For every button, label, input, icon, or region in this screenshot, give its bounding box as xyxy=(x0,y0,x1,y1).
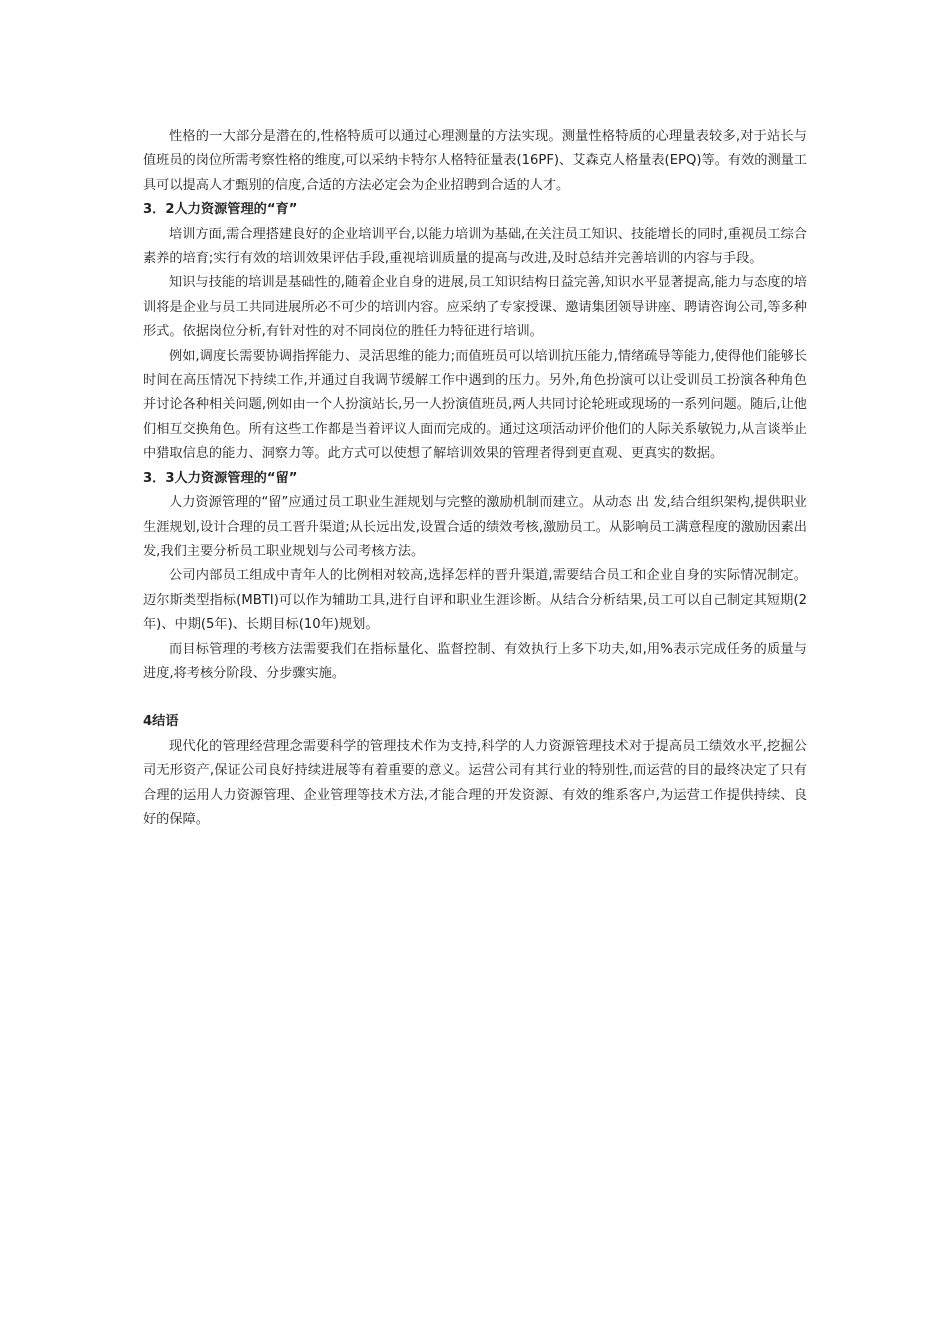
document-body xyxy=(143,125,807,832)
section-heading-3-3: 3．3人力资源管理的“留” xyxy=(143,470,298,486)
paragraph-retention: 人力资源管理的“留”应通过员工职业生涯规划与完整的激励机制而建立。从动态 出 发,结合组织架构,提供职业生涯规划,设计合理的员工晋升渠道;从长远出发,设置合适的绩效考核,激励员工。从影响员工满意程度的激励因素出发,我们主要分析员工职业规划与公司考核方法。 xyxy=(143,495,807,559)
paragraph-training-platform: 培训方面,需合理搭建良好的企业培训平台,以能力培训为基础,在关注员工知识、技能增长的同时,重视员工综合素养的培育;实行有效的培训效果评估手段,重视培训质量的提高与改进,及时总结并完善培训的内容与手段。 xyxy=(143,226,807,267)
section-gap xyxy=(143,686,807,710)
paragraph-conclusion: 现代化的管理经营理念需要科学的管理技术作为支持,科学的人力资源管理技术对于提高员工绩效水平,挖掘公司无形资产,保证公司良好持续进展等有着重要的意义。运营公司有其行业的特别性,而运营的目的最终决定了只有合理的运用人力资源管理、企业管理等技术方法,才能合理的开发资源、有效的维系客户,为运营工作提供持续、良好的保障。 xyxy=(143,738,807,827)
section-heading-4: 4结语 xyxy=(143,714,179,730)
paragraph-career-planning: 公司内部员工组成中青年人的比例相对较高,选择怎样的晋升渠道,需要结合员工和企业自身的实际情况制定。迈尔斯类型指标(MBTI)可以作为辅助工具,进行自评和职业生涯诊断。从结合分析结果,员工可以自己制定其短期(2年)、中期(5年)、长期目标(10年)规划。 xyxy=(143,568,807,633)
section-heading-3-2: 3．2人力资源管理的“育” xyxy=(143,202,298,218)
paragraph-personality-testing: 性格的一大部分是潜在的,性格特质可以通过心理测量的方法实现。测量性格特质的心理量表较多,对于站长与值班员的岗位所需考察性格的维度,可以采纳卡特尔人格特征量表(16PF)、艾森克人格量表(EPQ)等。有效的测量工具可以提高人才甄别的信度,合适的方法必定会为企业招聘到合适的人才。 xyxy=(143,129,808,193)
paragraph-knowledge-skills: 知识与技能的培训是基础性的,随着企业自身的进展,员工知识结构日益完善,知识水平显著提高,能力与态度的培训将是企业与员工共同进展所必不可少的培训内容。应采纳了专家授课、邀请集团领导讲座、聘请咨询公司,等多种形式。依据岗位分析,有针对性的对不同岗位的胜任力特征进行培训。 xyxy=(143,275,807,340)
paragraph-role-play-example: 例如,调度长需要协调指挥能力、灵活思维的能力;而值班员可以培训抗压能力,情绪疏导等能力,使得他们能够长时间在高压情况下持续工作,并通过自我调节缓解工作中遇到的压力。另外,角色扮演可以让受训员工扮演各种角色并讨论各种相关问题,例如由一个人扮演站长,另一人扮演值班员,两人共同讨论轮班或现场的一系列问题。随后,让他们相互交换角色。所有这些工作都是当着评议人面而完成的。通过这项活动评价他们的人际关系敏锐力,从言谈举止中猎取信息的能力、洞察力等。此方式可以使想了解培训效果的管理者得到更直观、更真实的数据。 xyxy=(143,348,807,462)
paragraph-objective-management: 而目标管理的考核方法需要我们在指标量化、监督控制、有效执行上多下功夫,如,用%表示完成任务的质量与进度,将考核分阶段、分步骤实施。 xyxy=(143,641,807,681)
